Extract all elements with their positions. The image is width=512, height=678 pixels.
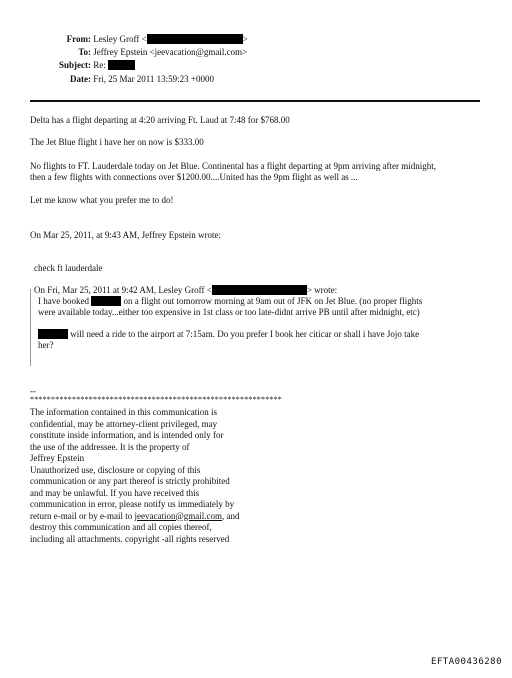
redaction	[108, 60, 135, 70]
email-link[interactable]: jeevacation@gmail.com	[134, 510, 222, 521]
from-label: From:	[66, 34, 91, 44]
redaction	[91, 296, 121, 306]
to-row	[44, 47, 247, 59]
quote-line-1	[38, 296, 422, 308]
disclaimer-line: the use of the addressee. It is the property of	[30, 441, 190, 452]
attribution-line-1: On Mar 25, 2011, at 9:43 AM, Jeffrey Epstein wrote:	[30, 230, 221, 240]
from-close: >	[242, 34, 248, 44]
disclaimer-line: including all attachments. copyright -all rights reserved	[30, 533, 230, 544]
subject-row	[44, 60, 135, 72]
disclaimer-line: The information contained in this communication is	[30, 407, 217, 417]
reply-text: check ft lauderdale	[34, 263, 103, 273]
redaction	[147, 34, 243, 44]
quote-line-3	[38, 329, 419, 341]
date-row	[44, 74, 214, 86]
from-value: Lesley Groff <	[93, 34, 147, 44]
from-row	[44, 34, 248, 46]
quote-line-2: were available today...either too expensive in 1st class or too late-didnt arrive PB until after midnight, etc)	[38, 307, 420, 317]
disclaimer-email-line	[30, 511, 330, 523]
subject-label: Subject:	[59, 60, 91, 70]
date-value: Fri, 25 Mar 2011 13:59:23 +0000	[93, 74, 214, 84]
signature-dashes: --	[30, 386, 36, 396]
to-label: To:	[78, 47, 91, 57]
email-line-end: , and	[221, 510, 240, 521]
disclaimer-line: Jeffrey Epstein	[30, 453, 85, 464]
body-paragraph-3-line1: No flights to FT. Lauderdale today on Jet Blue. Continental has a flight departing at 9pm arriving after midnight,	[30, 161, 436, 171]
disclaimer-line: Unauthorized use, disclosure or copying of this	[30, 464, 201, 475]
attribution-2-start: On Fri, Mar 25, 2011 at 9:42 AM, Lesley Groff <	[34, 285, 212, 295]
quote-2-rest: will need a ride to the airport at 7:15am. Do you prefer I book her citicar or shall i have Jojo take	[70, 329, 420, 339]
redaction	[38, 329, 68, 339]
email-line-start: return e-mail or by e-mail to	[30, 510, 135, 521]
quote-1-start: I have booked	[38, 296, 89, 306]
subject-value: Re:	[93, 60, 106, 70]
disclaimer-line: and may be unlawful. If you have received this	[30, 487, 200, 498]
bates-number: EFTA00436280	[430, 657, 502, 668]
quote-line-4: her?	[38, 340, 54, 350]
to-value: Jeffrey Epstein <jeevacation@gmail.com>	[93, 47, 248, 57]
date-label: Date:	[70, 74, 91, 84]
header-divider	[30, 100, 480, 102]
disclaimer-block	[30, 407, 330, 545]
attribution-2-end: > wrote:	[306, 285, 338, 295]
body-paragraph-1: Delta has a flight departing at 4:20 arriving Ft. Laud at 7:48 for $768.00	[30, 115, 290, 125]
disclaimer-line: confidential, may be attorney-client privileged, may	[30, 418, 218, 429]
disclaimer-line: communication in error, please notify us immediately by	[30, 499, 235, 510]
body-paragraph-4: Let me know what you prefer me to do!	[30, 195, 174, 205]
disclaimer-line: communication or any part thereof is strictly prohibited	[30, 476, 230, 487]
body-paragraph-2: The Jet Blue flight i have her on now is $333.00	[30, 137, 204, 147]
disclaimer-line: destroy this communication and all copies thereof,	[30, 522, 212, 533]
quote-1-rest: on a flight out tomorrow morning at 9am out of JFK on Jet Blue. (no proper flights	[123, 296, 423, 306]
signature-stars: ************************************************************	[30, 395, 282, 404]
disclaimer-line: constitute inside information, and is intended only for	[30, 430, 224, 441]
body-paragraph-3-line2: then a few flights with connections over $1200.00....United has the 9pm flight as well as ...	[30, 172, 358, 182]
